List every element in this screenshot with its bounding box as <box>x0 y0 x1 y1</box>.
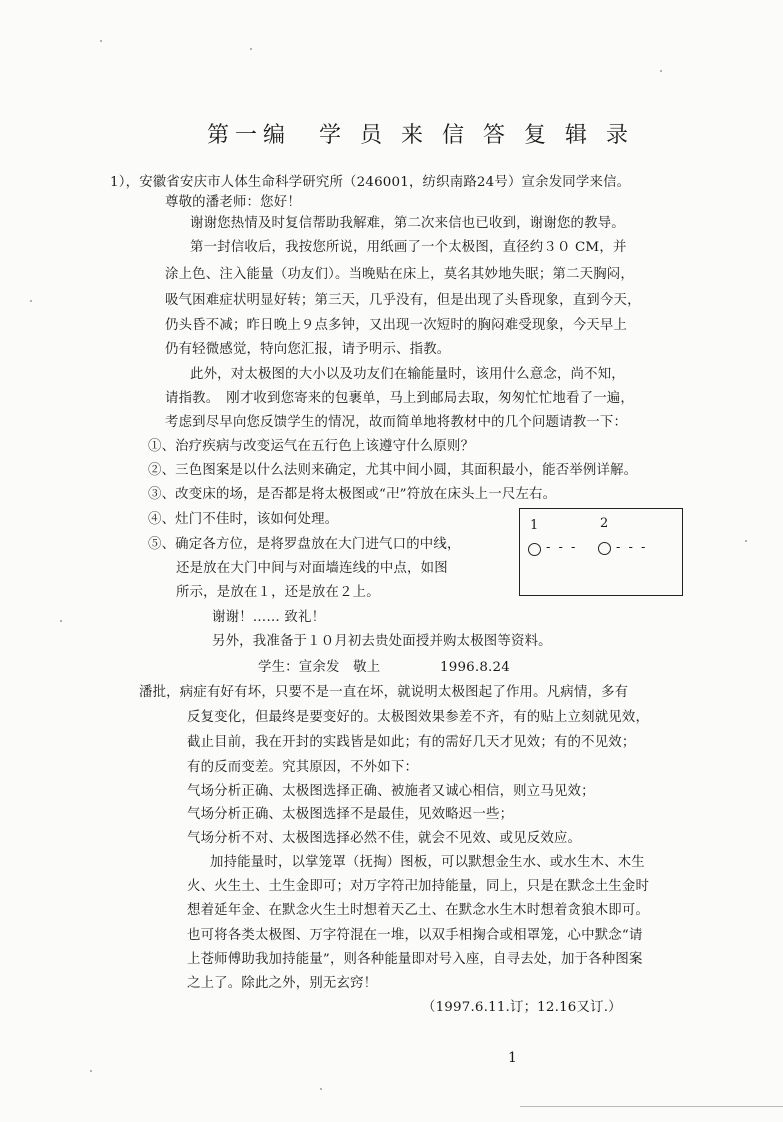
reply-line-10: 想着延年金、在默念火生土时想着天乙土、在默念水生木时想着贪狼木即可。 <box>187 903 650 918</box>
question-4: ④、灶门不佳时，该如何处理。 <box>148 512 339 527</box>
question-3: ③、改变床的场，是否都是将太极图或“卍”符放在床头上一尺左右。 <box>148 487 557 502</box>
reply-line-9: 火、火生土、土生金即可；对万字符卍加持能量，同上，只是在默念土生金时 <box>187 879 650 894</box>
scan-speck <box>30 300 32 302</box>
scan-speck <box>60 620 62 622</box>
reply-line-1: 潘批，病症有好有坏，只要不是一直在坏，就说明太极图起了作用。凡病情，多有 <box>139 685 629 700</box>
scan-speck <box>90 1070 92 1072</box>
diagram-label-2: 2 <box>600 516 609 531</box>
letter-paragraph-2-line-3: 吸气困难症状明显好转；第三天，几乎没有，但是出现了头昏现象，直到今天， <box>165 293 641 308</box>
diagram-dashes-1: - - - <box>546 540 578 555</box>
letter-greeting: 尊敬的潘老师：您好！ <box>165 195 301 210</box>
reply-line-12: 上苍师傅助我加持能量”，则各种能量即对号入座，自寻去处，加于各种图案 <box>187 952 643 967</box>
diagram-circle-1 <box>528 543 541 556</box>
question-5-line-2: 还是放在大门中间与对面墙连线的中点，如图 <box>176 561 448 576</box>
letter-paragraph-2-line-5: 仍有轻微感觉，特向您汇报，请予明示、指教。 <box>165 342 451 357</box>
letter-paragraph-3-line-3: 考虑到尽早向您反馈学生的情况，故而简单地将教材中的几个问题请教一下： <box>165 415 628 430</box>
scan-speck <box>250 48 252 50</box>
diagram-circle-2 <box>598 542 611 555</box>
letter-paragraph-2-line-2: 涂上色、注入能量（功友们）。当晚贴在床上，莫名其妙地失眠；第二天胸闷， <box>165 267 634 282</box>
letter-paragraph-2-line-4: 仍头昏不减；昨日晚上９点多钟，又出现一次短时的胸闷难受现象，今天早上 <box>165 318 628 333</box>
letter-paragraph-2-line-1: 第一封信收后，我按您所说，用纸画了一个太极图，直径约３０ CM，并 <box>190 240 627 255</box>
compass-position-diagram <box>519 508 683 596</box>
reply-line-6: 气场分析正确、太极图选择不是最佳，见效略迟一些； <box>187 807 514 822</box>
diagram-label-1: 1 <box>530 518 539 533</box>
diagram-dashes-2: - - - <box>616 540 648 555</box>
reply-line-8: 加持能量时，以掌笼罩（抚掏）图板，可以默想金生水、或水生木、木生 <box>210 855 645 870</box>
reply-line-3: 截止目前，我在开封的实践皆是如此；有的需好几天才见效；有的不见效； <box>187 735 636 750</box>
scan-edge-line <box>520 1106 783 1107</box>
reply-line-2: 反复变化，但最终是要变好的。太极图效果参差不齐，有的贴上立刻就见效， <box>187 710 650 725</box>
letter-additional-note: 另外，我准备于１０月初去贵处面授并购太极图等资料。 <box>212 634 552 649</box>
letter-paragraph-3-line-2: 请指教。 刚才收到您寄来的包裹单，马上到邮局去取，匆匆忙忙地看了一遍， <box>165 391 634 406</box>
scan-speck <box>660 70 662 72</box>
reply-line-5: 气场分析正确、太极图选择正确、被施者又诚心相信，则立马见效； <box>187 784 595 799</box>
letter-paragraph-1: 谢谢您热情及时复信帮助我解难，第二次来信也已收到，谢谢您的教导。 <box>190 216 625 231</box>
reply-line-7: 气场分析不对、太极图选择必然不佳，就会不见效、或见反效应。 <box>187 831 582 846</box>
letter-paragraph-3-line-1: 此外，对太极图的大小以及功友们在输能量时，该用什么意念，尚不知， <box>190 367 625 382</box>
question-1: ①、治疗疾病与改变运气在五行色上该遵守什么原则？ <box>148 439 475 454</box>
page-title: 第一编 学 员 来 信 答 复 辑 录 <box>207 123 634 148</box>
scan-speck <box>320 1088 322 1090</box>
question-2: ②、三色图案是以什么法则来确定，尤其中间小圆，其面积最小，能否举例详解。 <box>148 463 638 478</box>
letter-signature: 学生：宣余发 敬上 <box>258 660 381 675</box>
question-5-line-1: ⑤、确定各方位，是将罗盘放在大门进气口的中线， <box>148 537 461 552</box>
letter-thanks: 谢谢！…… 致礼！ <box>212 610 326 625</box>
question-5-line-3: 所示，是放在１，还是放在２上。 <box>176 585 380 600</box>
letter-date: 1996.8.24 <box>440 660 510 675</box>
scan-speck <box>100 40 102 42</box>
reply-line-4: 有的反而变差。究其原因，不外如下： <box>187 760 419 775</box>
page-number: 1 <box>508 1050 517 1066</box>
revision-note: （1997.6.11.订；12.16又订.） <box>422 1000 622 1015</box>
scan-speck <box>745 540 747 542</box>
reply-line-11: 也可将各类太极图、万字符混在一堆，以双手相掬合或相罩笼，心中默念“请 <box>187 928 643 943</box>
reply-line-13: 之上了。除此之外，别无玄窍！ <box>187 976 378 991</box>
letter-intro: 1），安徽省安庆市人体生命科学研究所（246001，纺织南路24号）宣余发同学来信。 <box>110 175 631 190</box>
